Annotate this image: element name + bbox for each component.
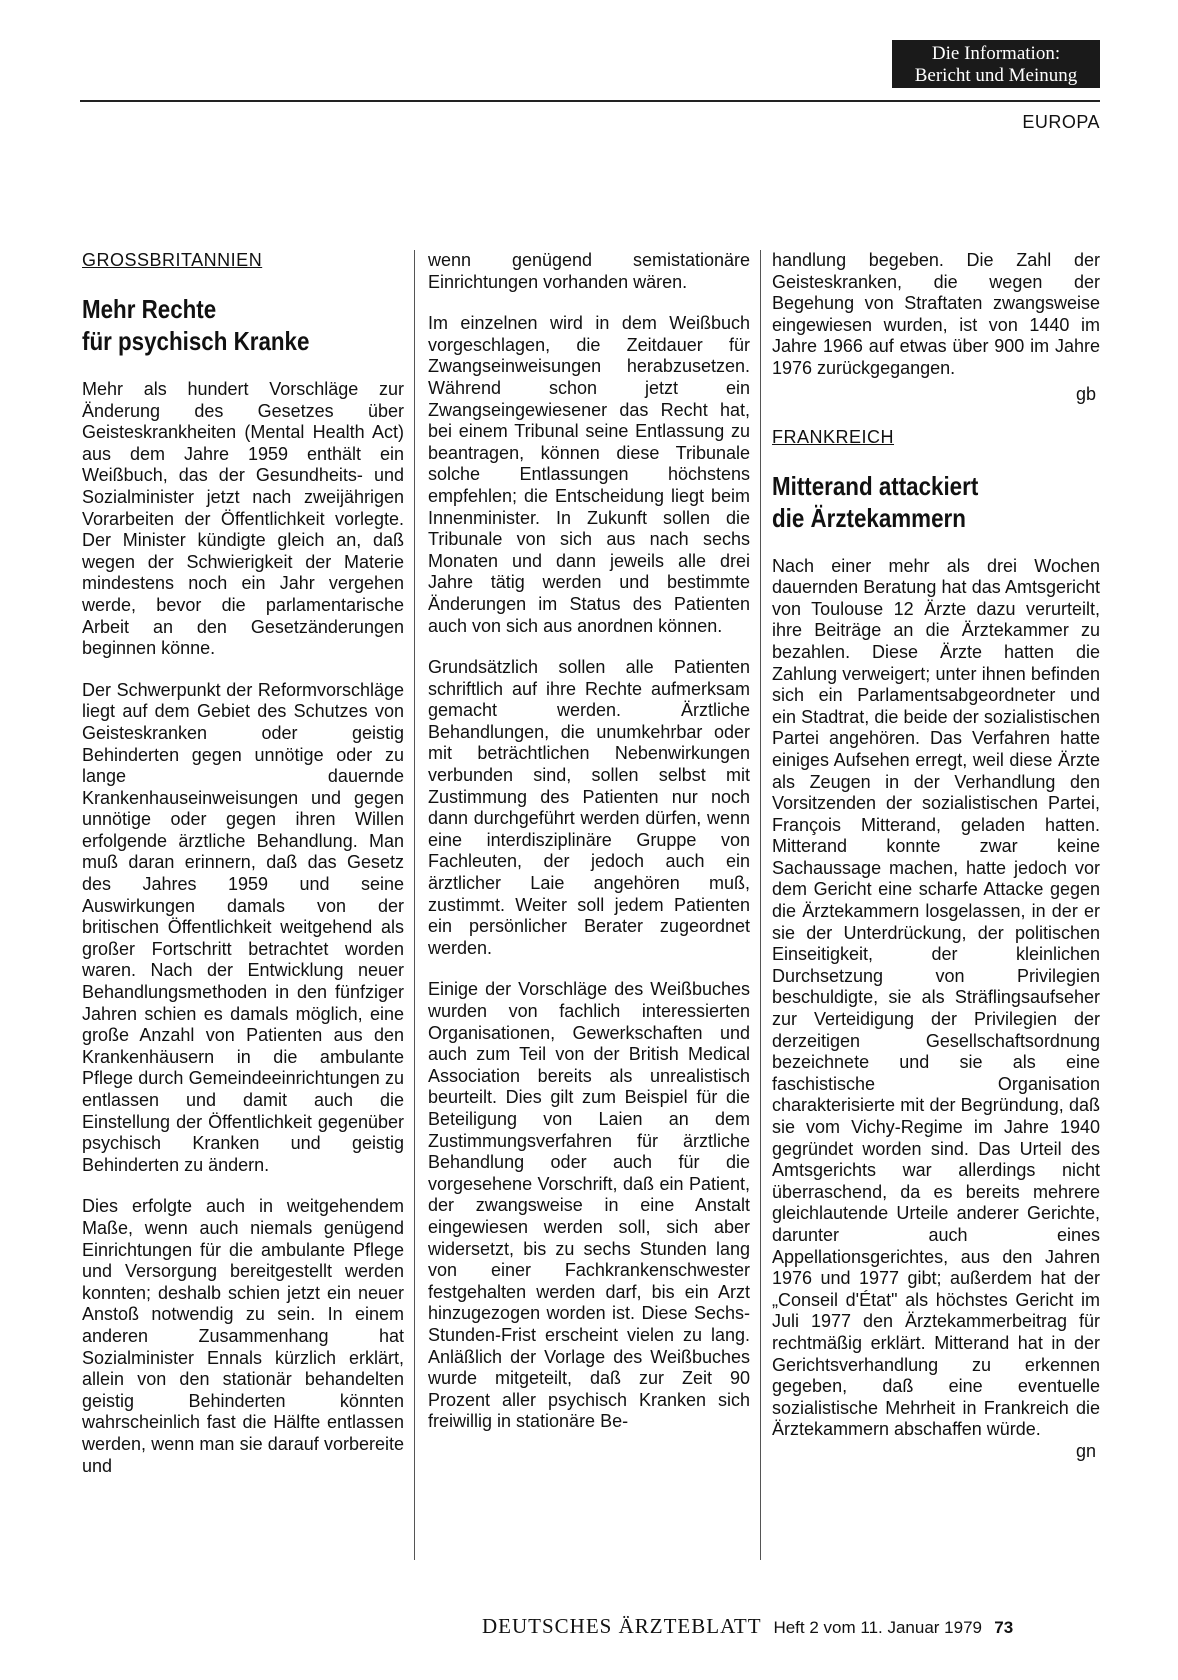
headline-line: für psychisch Kranke [82,326,310,356]
paragraph: Im einzelnen wird in dem Weißbuch vorgeschlagen, die Zeitdauer für Zwangseinweisungen herabzusetzen. Während schon jetzt ein Zwangseingewiesener das Recht hat, bei einem Tribunal seine Entlassung zu beantragen, können diese Tribunale solche Entlassungen höchstens empfehlen; die Entscheidung liegt beim Innenminister. In Zukunft sollen die Tribunale von sich aus nach sechs Monaten und dann jeweils alle drei Jahre tätig werden und bestimmte Änderungen im Status des Patienten auch von sich aus anordnen können. [428,313,750,636]
section-label: EUROPA [1022,112,1100,132]
paragraph: Der Schwerpunkt der Reformvorschläge liegt auf dem Gebiet des Schutzes von Geisteskranken oder geistig Behinderten gegen unnötige oder zu lange dauernde Krankenhauseinweisungen und gegen unnötige oder gegen ihren Willen erfolgende ärztliche Behandlung. Man muß daran erinnern, daß das Gesetz des Jahres 1959 und seine Auswirkungen damals von der britischen Öffentlichkeit weitgehend als großer Fortschritt betrachtet worden waren. Nach der Entwicklung neuer Behandlungsmethoden in den fünfziger Jahren schien es damals möglich, eine große Anzahl von Patienten aus den Krankenhäusern in die ambulante Pflege durch Gemeindeeinrichtungen zu entlassen und damit auch die Einstellung der Öffentlichkeit gegenüber psychisch Kranken und geistig Behinderten zu ändern. [82,679,404,1175]
column-divider [414,250,415,1560]
paragraph: handlung begeben. Die Zahl der Geisteskranken, die wegen der Begehung von Straftaten zwangsweise eingewiesen wurden, ist von 1440 im Jahre 1966 auf etwas über 900 im Jahre 1976 zurückgegangen. [772,250,1100,378]
journal-name: DEUTSCHES ÄRZTEBLATT [482,1614,762,1638]
paragraph: Nach einer mehr als drei Wochen dauernden Beratung hat das Amtsgericht von Toulouse 12 Ärzte dazu verurteilt, ihre Beiträge an die Ärztekammer zu bezahlen. Diese Ärzte hatten die Zahlung verweigert; unter ihnen befinden sich ein Parlamentsabgeordneter und ein Stadtrat, die beide der sozialistischen Partei angehören. Das Verfahren hatte einiges Aufsehen erregt, weil diese Ärzte als Zeugen in der Verhandlung den Vorsitzenden der sozialistischen Partei, François Mitterand, geladen hatten. Mitterand konnte zwar keine Sachaussage machen, hatte jedoch vor dem Gericht eine scharfe Attacke gegen die Ärztekammern losgelassen, in der er sie der Unterdrückung, der politischen Einseitigkeit, der kleinlichen Durchsetzung von Privilegien beschuldigte, sie als Sträflingsaufseher zur Verteidigung der Privilegien der derzeitigen Gesellschaftsordnung bezeichnete und sie als eine faschistische Organisation charakterisierte mit der Begründung, daß sie vom Vichy-Regime im Jahre 1940 gegründet worden sind. Das Urteil des Amtsgerichts war allerdings nicht überraschend, da es bereits mehrere gleichlautende Urteile anderer Gerichte, darunter auch eines Appellationsgerichtes, aus den Jahren 1976 und 1977 gibt; außerdem hat der „Conseil d'État" als höchstes Gericht im Juli 1977 den Ärztekammerbeitrag für rechtmäßig erklärt. Mitterand hat in der Gerichtsverhandlung zu erkennen gegeben, daß eine eventuelle sozialistische Mehrheit in Frankreich die Ärztekammern abschaffen würde. [772,555,1100,1440]
author-signature: gb [1075,383,1096,404]
rubric-line-2: Bericht und Meinung [914,65,1078,86]
issue-info: Heft 2 vom 11. Januar 1979 [773,1618,982,1637]
paragraph: Einige der Vorschläge des Weißbuches wurden von fachlich interessierten Organisationen, Gewerkschaften und auch zum Teil von der British Medical Association bereits als unrealistisch beurteilt. Dies gilt zum Beispiel für die Beteiligung von Laien an dem Zustimmungsverfahren für ärztliche Behandlung oder auch für die vorgesehene Vorschrift, daß ein Patient, der zwangsweise in eine Anstalt eingewiesen werden soll, sich aber widersetzt, bis zu sechs Stunden lang von einer Fachkrankenschwester festgehalten werden darf, bis ein Arzt hinzugezogen worden ist. Diese Sechs-Stunden-Frist erscheint vielen zu lang. Anläßlich der Vorlage des Weißbuches wurde mitgeteilt, daß zur Zeit 90 Prozent aller psychisch Kranken sich freiwillig in stationäre Be- [428,979,750,1432]
paragraph: Grundsätzlich sollen alle Patienten schriftlich auf ihre Rechte aufmerksam gemacht werden. Ärztliche Behandlungen, die unumkehrbar oder mit beträchtlichen Nebenwirkungen verbunden sind, sollen selbst mit Zustimmung des Patienten nur noch dann durchgeführt werden dürfen, wenn eine interdisziplinäre Gruppe von Fachleuten, der jedoch auch ein ärztlicher Laie angehören muß, zustimmt. Weiter soll jedem Patienten ein persönlicher Berater zugeordnet werden. [428,657,750,958]
article-2-headline [772,470,1090,534]
header-rule [80,100,1100,102]
paragraph: Mehr als hundert Vorschläge zur Änderung des Gesetzes über Geisteskrankheiten (Mental Health Act) aus dem Jahre 1959 enthält ein Weißbuch, das der Gesundheits- und Sozialminister jetzt nach zweijährigen Vorarbeiten der Öffentlichkeit vorlegte. Der Minister kündigte gleich an, daß wegen der Schwierigkeit der Materie mindestens noch ein Jahr vergehen werde, bevor die parlamentarische Arbeit an den Gesetzänderungen beginnen könne. [82,379,404,659]
headline-line: Mitterand attackiert [772,470,979,501]
headline-line: Mehr Rechte [82,294,217,324]
article-1-kicker: GROSSBRITANNIEN [82,250,263,270]
headline-line: die Ärztekammern [772,502,966,533]
column-1 [82,250,404,1497]
article-1-headline [82,293,400,357]
paragraph: wenn genügend semistationäre Einrichtungen vorhanden wären. [428,250,750,292]
column-divider [760,250,761,1560]
column-3 [772,250,1100,1462]
rubric-badge [892,40,1100,88]
page-number: 73 [994,1618,1014,1637]
rubric-line-1: Die Information: [931,43,1061,64]
author-signature: gn [1075,1440,1096,1461]
column-2 [428,250,750,1453]
page-footer [482,1614,1013,1639]
article-2-kicker: FRANKREICH [772,426,895,447]
paragraph: Dies erfolgte auch in weitgehendem Maße, wenn auch niemals genügend Einrichtungen für die ambulante Pflege und Versorgung bereitgestellt werden konnten; deshalb schien jetzt ein neuer Anstoß notwendig zu sein. In einem anderen Zusammenhang hat Sozialminister Ennals kürzlich erklärt, allein von den stationär behandelten geistig Behinderten könnten wahrscheinlich fast die Hälfte entlassen werden, wenn man sie darauf vorbereite und [82,1196,404,1476]
